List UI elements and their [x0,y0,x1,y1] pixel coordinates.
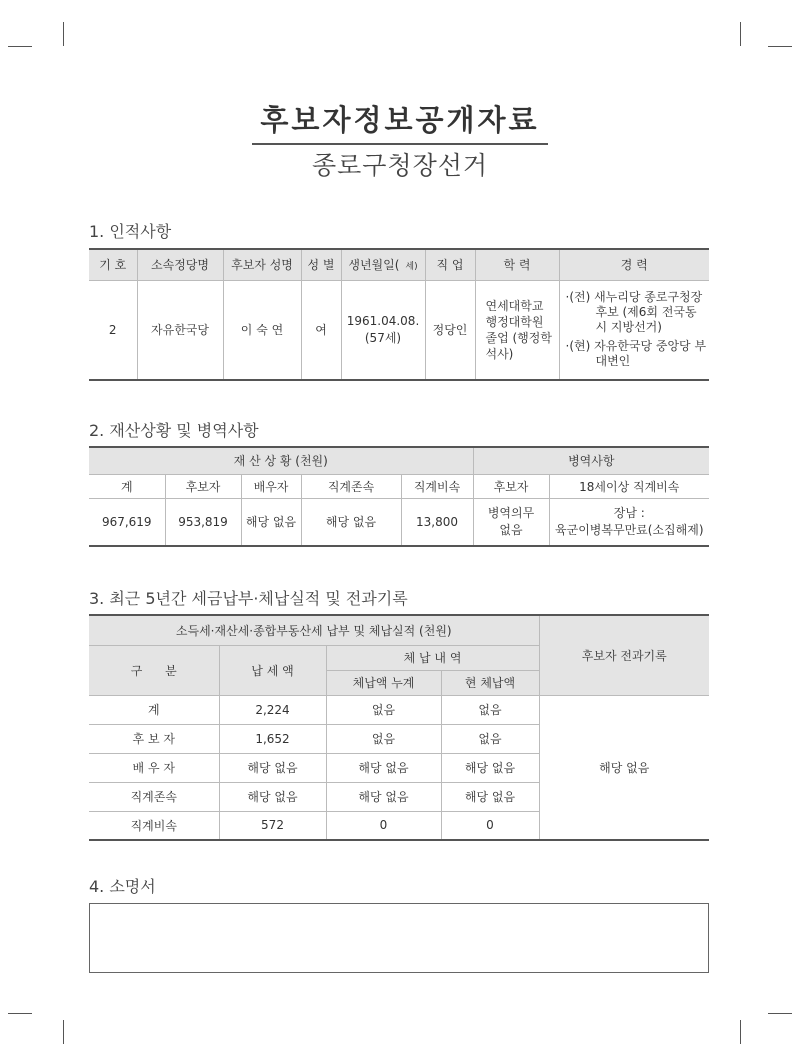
row-label: 후 보 자 [89,724,219,753]
military-children-line: 장남 : [613,505,645,520]
crop-mark [768,46,792,47]
header-job: 직 업 [425,249,475,280]
row-arrears-current: 0 [441,811,539,840]
row-label: 직계존속 [89,782,219,811]
military-candidate-line: 없음 [499,522,523,537]
military-children-line: 육군이병복무만료(소집해제) [555,522,704,537]
page-title: 후보자정보공개자료 [252,98,547,145]
header-arrears-total: 체납액 누계 [326,670,441,695]
cell-gender: 여 [301,280,341,380]
education-line: 연세대학교 [485,298,544,313]
header-career: 경 력 [559,249,709,280]
section2-heading: 2. 재산상황 및 병역사항 [89,421,259,440]
cell-party: 자유한국당 [137,280,223,380]
statement-box [89,903,709,973]
value-ascendants: 해당 없음 [301,498,401,546]
subheader-ascendants: 직계존속 [301,474,401,498]
header-birth-label: 생년월일( [348,258,400,273]
tax-record-table [89,614,709,841]
row-arrears-total: 없음 [326,724,441,753]
military-header: 병역사항 [473,447,709,474]
header-paid: 납 세 액 [219,645,326,695]
property-header: 재 산 상 황 (천원) [89,447,473,474]
row-label: 배 우 자 [89,753,219,782]
header-number: 기 호 [89,249,137,280]
value-total: 967,619 [89,498,165,546]
row-paid: 1,652 [219,724,326,753]
row-paid: 572 [219,811,326,840]
criminal-header: 후보자 전과기록 [539,615,709,695]
subheader-spouse: 배우자 [241,474,301,498]
row-arrears-total: 없음 [326,695,441,724]
header-arrears-current: 현 체납액 [441,670,539,695]
row-arrears-current: 없음 [441,695,539,724]
row-arrears-current: 해당 없음 [441,782,539,811]
row-label: 직계비속 [89,811,219,840]
subheader-military-candidate: 후보자 [473,474,549,498]
crop-mark [63,1020,64,1044]
crop-mark [740,1020,741,1044]
header-birth [341,249,425,280]
subheader-candidate: 후보자 [165,474,241,498]
personal-info-table [89,248,709,381]
military-candidate-line: 병역의무 [487,505,535,520]
value-descendants: 13,800 [401,498,473,546]
row-arrears-current: 해당 없음 [441,753,539,782]
header-category: 구 분 [89,645,219,695]
cell-education [475,280,559,380]
header-arrears: 체 납 내 역 [326,645,539,670]
crop-mark [63,22,64,46]
header-gender: 성 별 [301,249,341,280]
birth-age: (57세) [364,330,402,345]
criminal-value: 해당 없음 [539,695,709,840]
crop-mark [8,46,32,47]
subheader-military-children: 18세이상 직계비속 [549,474,709,498]
row-arrears-current: 없음 [441,724,539,753]
cell-number: 2 [89,280,137,380]
education-line: 석사) [485,346,514,361]
tax-header: 소득세·재산세·종합부동산세 납부 및 체납실적 (천원) [89,615,539,645]
cell-name: 이 숙 연 [223,280,301,380]
row-arrears-total: 해당 없음 [326,753,441,782]
career-item: ·(현) 자유한국당 중앙당 부대변인 [565,339,707,369]
header-party: 소속정당명 [137,249,223,280]
row-paid: 해당 없음 [219,753,326,782]
cell-job: 정당인 [425,280,475,380]
header-age-label: 세) [405,262,418,273]
cell-birth [341,280,425,380]
page-subtitle: 종로구청장선거 [311,151,489,180]
section4-heading: 4. 소명서 [89,877,156,896]
section1-heading: 1. 인적사항 [89,222,172,241]
value-military-candidate [473,498,549,546]
career-item: ·(전) 새누리당 종로구청장 후보 (제6회 전국동시 지방선거) [565,290,703,335]
education-line: 행정대학원 [485,314,544,329]
document-header [0,98,800,180]
header-name: 후보자 성명 [223,249,301,280]
row-paid: 2,224 [219,695,326,724]
value-candidate: 953,819 [165,498,241,546]
row-paid: 해당 없음 [219,782,326,811]
education-line: 졸업 (행정학 [485,330,552,345]
row-arrears-total: 0 [326,811,441,840]
section3-heading: 3. 최근 5년간 세금납부·체납실적 및 전과기록 [89,589,408,608]
birth-date: 1961.04.08. [346,313,420,328]
crop-mark [768,1013,792,1014]
subheader-descendants: 직계비속 [401,474,473,498]
crop-mark [8,1013,32,1014]
value-military-children [549,498,709,546]
subheader-total: 계 [89,474,165,498]
header-education: 학 력 [475,249,559,280]
row-label: 계 [89,695,219,724]
value-spouse: 해당 없음 [241,498,301,546]
crop-mark [740,22,741,46]
property-military-table [89,446,709,547]
row-arrears-total: 해당 없음 [326,782,441,811]
cell-career [559,280,709,380]
